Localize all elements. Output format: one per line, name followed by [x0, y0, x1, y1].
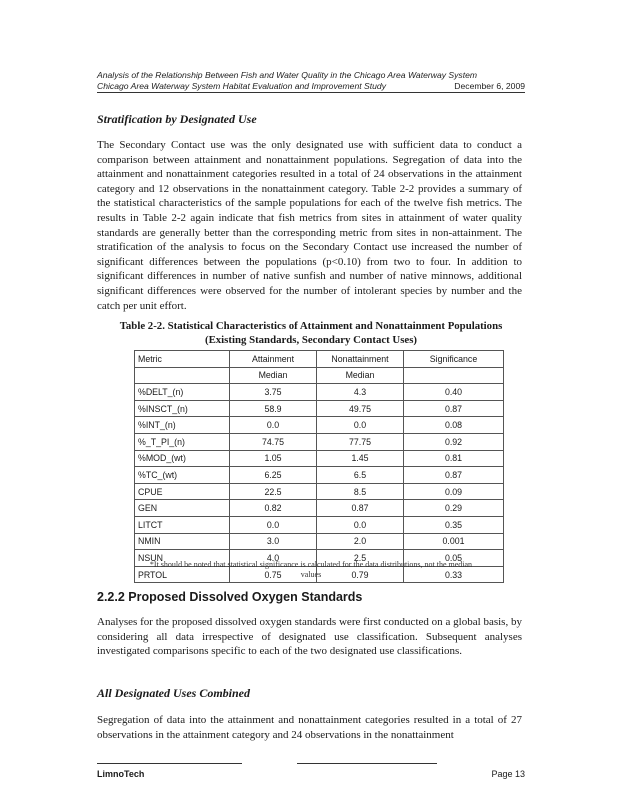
header-date: December 6, 2009: [454, 81, 525, 91]
attainment-cell: 58.9: [230, 400, 317, 417]
subheader-cell: [135, 367, 230, 384]
header-report-title: Analysis of the Relationship Between Fish and Water Quality in the Chicago Area Waterway System: [97, 70, 478, 80]
table-row: [135, 433, 504, 450]
attainment-cell: 74.75: [230, 433, 317, 450]
header-study-title: Chicago Area Waterway System Habitat Evaluation and Improvement Study: [97, 81, 386, 91]
metric-cell: CPUE: [135, 483, 230, 500]
col-header-attainment: Attainment: [230, 351, 317, 368]
table-footnote-line1: *It should be noted that statistical significance is calculated for the data distributions, not the median: [149, 560, 473, 569]
running-header: [97, 70, 525, 92]
section-heading-dissolved-oxygen: 2.2.2 Proposed Dissolved Oxygen Standards: [97, 590, 363, 604]
significance-cell: 0.29: [404, 500, 504, 517]
footer-company: LimnoTech: [97, 769, 145, 779]
paragraph-all-uses: Segregation of data into the attainment and nonattainment categories resulted in a total of 27 observations in the attainment category and 24 observations in the nonattainment: [97, 714, 522, 741]
table-footnote-line2: values: [300, 570, 322, 579]
table-footnote: [97, 560, 525, 580]
nonattainment-cell: 77.75: [317, 433, 404, 450]
statistics-table: [134, 350, 504, 583]
significance-cell: 0.05: [404, 550, 504, 567]
metric-cell: GEN: [135, 500, 230, 517]
attainment-cell: 22.5: [230, 483, 317, 500]
metric-cell: PRTOL: [135, 566, 230, 583]
metric-cell: %INSCT_(n): [135, 400, 230, 417]
section-heading-all-uses: All Designated Uses Combined: [97, 686, 251, 700]
metric-cell: NMIN: [135, 533, 230, 550]
significance-cell: 0.92: [404, 433, 504, 450]
metric-cell: %MOD_(wt): [135, 450, 230, 467]
table-row: [135, 516, 504, 533]
nonattainment-cell: 0.87: [317, 500, 404, 517]
table-row: [135, 533, 504, 550]
nonattainment-cell: 2.0: [317, 533, 404, 550]
col-header-significance: Significance: [404, 351, 504, 368]
significance-cell: 0.001: [404, 533, 504, 550]
significance-cell: 0.08: [404, 417, 504, 434]
nonattainment-cell: 4.3: [317, 384, 404, 401]
nonattainment-cell: 2.5: [317, 550, 404, 567]
significance-cell: 0.87: [404, 400, 504, 417]
nonattainment-cell: 1.45: [317, 450, 404, 467]
metric-cell: LITCT: [135, 516, 230, 533]
nonattainment-cell: 0.79: [317, 566, 404, 583]
header-divider: [97, 92, 525, 93]
subheader-cell: Median: [317, 367, 404, 384]
significance-cell: 0.40: [404, 384, 504, 401]
table-caption-subtitle: (Existing Standards, Secondary Contact Uses): [204, 334, 418, 346]
attainment-cell: 4.0: [230, 550, 317, 567]
metric-cell: %DELT_(n): [135, 384, 230, 401]
attainment-cell: 3.75: [230, 384, 317, 401]
page-footer: [97, 769, 525, 779]
table-subheader-row: [135, 367, 504, 384]
significance-cell: 0.09: [404, 483, 504, 500]
attainment-cell: 0.75: [230, 566, 317, 583]
attainment-cell: 1.05: [230, 450, 317, 467]
attainment-cell: 3.0: [230, 533, 317, 550]
table-caption-title: Table 2-2. Statistical Characteristics of Attainment and Nonattainment Populations: [119, 320, 503, 332]
metric-cell: NSUN: [135, 550, 230, 567]
nonattainment-cell: 8.5: [317, 483, 404, 500]
significance-cell: 0.33: [404, 566, 504, 583]
subheader-cell: [404, 367, 504, 384]
table-caption: [97, 319, 525, 347]
table-header-row: [135, 351, 504, 368]
metric-cell: %TC_(wt): [135, 467, 230, 484]
col-header-nonattainment: Nonattainment: [317, 351, 404, 368]
col-header-metric: Metric: [135, 351, 230, 368]
paragraph-stratification: The Secondary Contact use was the only designated use with sufficient data to conduct a comparison between attainment and nonattainment populations. Segregation of data into the attainment and nonattainment categories resulted in a total of 24 observations in the attainment category and 12 observations in the nonattainment category. Table 2-2 provides a summary of the statistical characteristics of the sample populations for each of the twelve fish metrics. The results in Table 2-2 again indicate that fish metrics from sites in attainment of water quality standards are generally better than the corresponding metric from sites in non-attainment. The stratification of the analysis to focus on the Secondary Contact use increased the number of significant differences between the populations (p<0.10) from two to four. In addition to significant differences in number of native sunfish and number of native minnows, additional significant differences were observed for the number of intolerant species by number and the catch per unit effort.: [97, 139, 522, 312]
footer-divider-center: [297, 763, 437, 764]
subheader-cell: Median: [230, 367, 317, 384]
attainment-cell: 0.82: [230, 500, 317, 517]
attainment-cell: 0.0: [230, 417, 317, 434]
table-row: [135, 450, 504, 467]
metric-cell: %_T_PI_(n): [135, 433, 230, 450]
nonattainment-cell: 0.0: [317, 516, 404, 533]
paragraph-dissolved-oxygen: Analyses for the proposed dissolved oxygen standards were first conducted on a global basis, by considering all data irrespective of designated use classification. Subsequent analyses investigated comparisons specific to each of the two designated use classifications.: [97, 616, 522, 658]
table-row: [135, 467, 504, 484]
nonattainment-cell: 49.75: [317, 400, 404, 417]
section-heading-stratification: Stratification by Designated Use: [97, 112, 257, 126]
nonattainment-cell: 6.5: [317, 467, 404, 484]
nonattainment-cell: 0.0: [317, 417, 404, 434]
table-row: [135, 500, 504, 517]
attainment-cell: 6.25: [230, 467, 317, 484]
attainment-cell: 0.0: [230, 516, 317, 533]
table-row: [135, 384, 504, 401]
significance-cell: 0.87: [404, 467, 504, 484]
table-row: [135, 400, 504, 417]
significance-cell: 0.81: [404, 450, 504, 467]
table-row: [135, 417, 504, 434]
footer-divider-left: [97, 763, 242, 764]
significance-cell: 0.35: [404, 516, 504, 533]
footer-page-number: Page 13: [491, 769, 525, 779]
table-row: [135, 483, 504, 500]
metric-cell: %INT_(n): [135, 417, 230, 434]
